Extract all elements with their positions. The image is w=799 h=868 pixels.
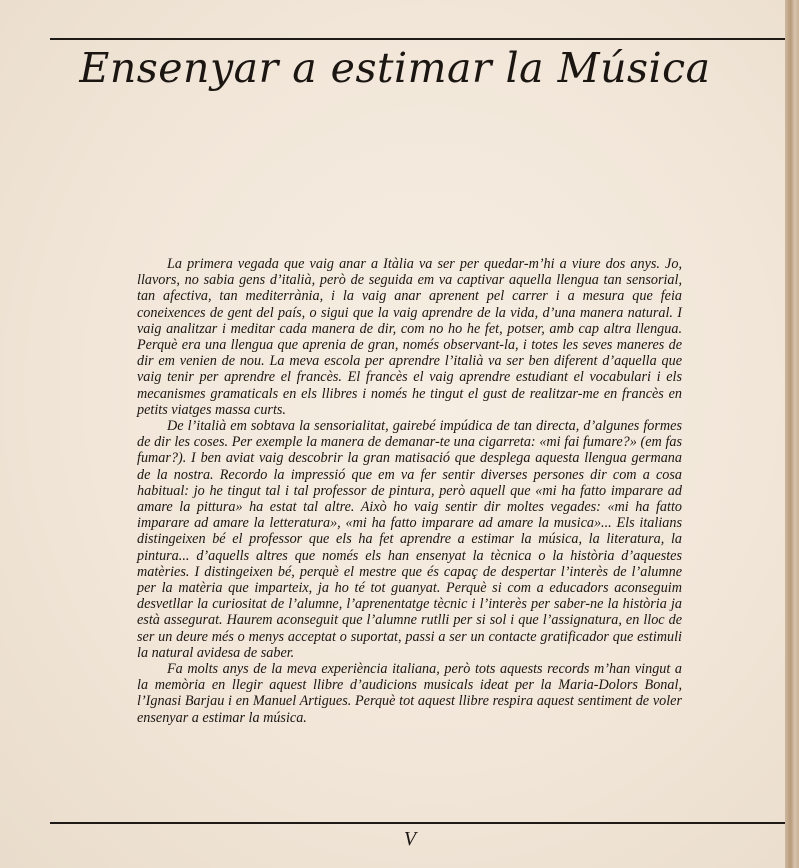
top-rule <box>50 38 789 40</box>
bottom-rule <box>50 822 789 824</box>
paragraph-3: Fa molts anys de la meva experiència italiana, però tots aquests records m’han vingut a la memòria en llegir aquest llibre d’audicions musicals ideat per la Maria-Dolors Bonal, l’Ignasi Barjau i en Manuel Artigues. Perquè tot aquest llibre respira aquest sentiment de voler ensenyar a estimar la música. <box>137 661 682 726</box>
page-title: Ensenyar a estimar la Música <box>79 44 711 92</box>
paragraph-2: De l’italià em sobtava la sensorialitat, gairebé impúdica de tan directa, d’algunes formes de dir les coses. Per exemple la manera de demanar-te una cigarreta: «mi fai fumare?» (em fas fumar?). I ben aviat vaig descobrir la gran matisació que desplega aquesta llengua germana de la nostra. Recordo la impressió que em va fer sentir diverses persones dir com a cosa habitual: jo he tingut tal i tal professor de pintura, però aquell que «mi ha fatto imparare ad amare la pittura» ha estat tal altre. Això ho vaig sentir dir moltes vegades: «mi ha fatto imparare ad amare la letteratura», «mi ha fatto imparare ad amare la musica»... Els italians distingeixen bé el professor que els ha fet aprendre a estimar la música, la literatura, la pintura... d’aquells altres que només els han ensenyat la tècnica o la història d’aquestes matèries. I distingeixen bé, perquè el mestre que és capaç de despertar l’interès de l’alumne per la matèria que imparteix, ja ho té tot guanyat. Perquè si com a educadors aconseguim desvetllar la curiositat de l’alumne, l’aprenentatge tècnic i l’interès per saber-ne la història ja està assegurat. Haurem aconseguit que l’alumne rutlli per si sol i que l’assignatura, en lloc de ser un deure més o menys acceptat o suportat, passi a ser un contacte gratificador que estimuli la natural avidesa de saber. <box>137 418 682 661</box>
page-number: V <box>403 828 417 850</box>
paragraph-1: La primera vegada que vaig anar a Itàlia va ser per quedar-m’hi a viure dos anys. Jo, llavors, no sabia gens d’italià, però de seguida em va captivar aquella llengua tan sensorial, tan afectiva, tan mediterrània, i la vaig anar aprenent pel carrer i a mesura que feia coneixences de gent del país, o sigui que la vaig aprendre de la vida, d’una manera natural. I vaig analitzar i meditar cada manera de dir, com no ho he fet, potser, amb cap altra llengua. Perquè era una llengua que aprenia de gran, només observant-la, i totes les seves maneres de dir em venien de nou. La meva escola per aprendre l’italià va ser ben diferent d’aquella que vaig tenir per aprendre el francès. El francès el vaig aprendre estudiant el vocabulari i els mecanismes gramaticals en els llibres i només he tingut el gust de realitzar-me en francès en petits viatges massa curts. <box>137 256 682 418</box>
page-edge <box>785 0 799 868</box>
body-text <box>137 256 682 726</box>
